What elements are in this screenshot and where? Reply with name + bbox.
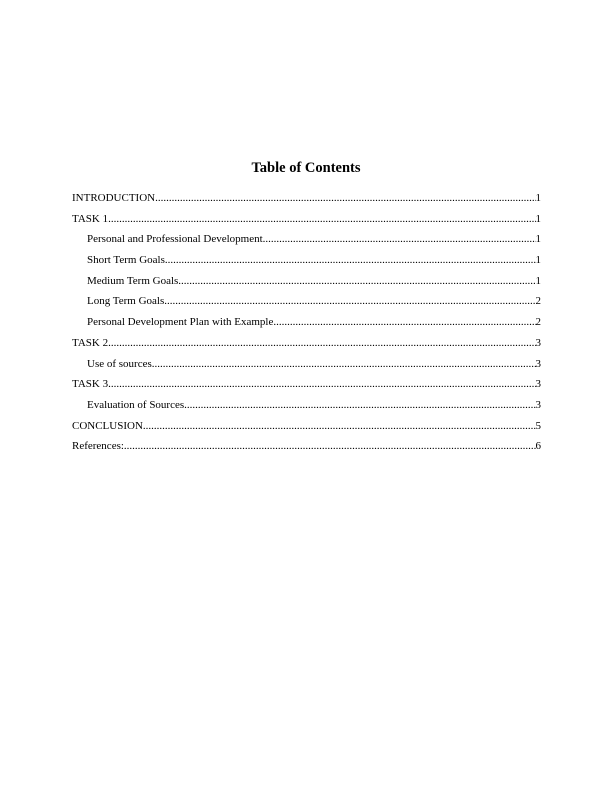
toc-entry-label: TASK 2	[72, 336, 109, 349]
toc-entry-long-term-goals[interactable]	[72, 291, 541, 312]
dot-leader	[263, 229, 536, 250]
toc-list	[72, 188, 541, 457]
toc-entry-page: 1	[535, 254, 541, 267]
toc-entry-label: CONCLUSION	[72, 419, 143, 432]
toc-title: Table of Contents	[251, 160, 361, 176]
toc-entry-page: 1	[535, 233, 541, 246]
toc-entry-label: Personal Development Plan with Example	[87, 316, 274, 329]
toc-entry-page: 2	[535, 316, 541, 329]
toc-entry-page: 2	[535, 295, 541, 308]
toc-entry-short-term-goals[interactable]	[72, 250, 541, 271]
toc-entry-personal-development-plan[interactable]	[72, 312, 541, 333]
dot-leader	[273, 312, 535, 333]
toc-entry-label: TASK 3	[72, 378, 109, 391]
toc-entry-page: 5	[535, 419, 541, 432]
toc-entry-label: Evaluation of Sources	[87, 398, 185, 411]
toc-entry-label: Use of sources	[87, 357, 152, 370]
toc-entry-use-of-sources[interactable]	[72, 354, 541, 375]
toc-entry-label: Personal and Professional Development	[87, 233, 263, 246]
toc-entry-page: 3	[535, 336, 541, 349]
dot-leader	[152, 354, 536, 375]
dot-leader	[108, 209, 535, 230]
dot-leader	[108, 333, 535, 354]
toc-entry-task-1[interactable]	[72, 209, 541, 230]
toc-entry-label: Long Term Goals	[87, 295, 165, 308]
toc-entry-page: 3	[535, 357, 541, 370]
toc-entry-page: 3	[535, 378, 541, 391]
toc-entry-label: Short Term Goals	[87, 254, 165, 267]
dot-leader	[165, 250, 536, 271]
toc-entry-page: 1	[535, 192, 541, 204]
dot-leader	[155, 188, 535, 209]
toc-entry-page: 1	[535, 274, 541, 287]
dot-leader	[178, 271, 535, 292]
toc-entry-page: 3	[535, 398, 541, 411]
dot-leader	[143, 416, 536, 437]
toc-entry-task-3[interactable]	[72, 374, 541, 395]
toc-entry-label: TASK 1	[72, 212, 109, 225]
toc-entry-introduction[interactable]	[72, 188, 541, 209]
dot-leader	[108, 374, 535, 395]
toc-entry-label: Medium Term Goals	[87, 274, 179, 287]
toc-entry-page: 1	[535, 212, 541, 225]
toc-entry-personal-professional-development[interactable]	[72, 229, 541, 250]
toc-entry-task-2[interactable]	[72, 333, 541, 354]
toc-entry-medium-term-goals[interactable]	[72, 271, 541, 292]
dot-leader	[124, 436, 536, 457]
toc-entry-evaluation-of-sources[interactable]	[72, 395, 541, 416]
dot-leader	[184, 395, 535, 416]
toc-entry-page: 6	[535, 440, 541, 453]
toc-entry-conclusion[interactable]	[72, 416, 541, 437]
dot-leader	[164, 291, 535, 312]
toc-entry-references[interactable]	[72, 436, 541, 457]
toc-entry-label: INTRODUCTION	[72, 192, 156, 204]
toc-entry-label: References:	[72, 440, 124, 453]
